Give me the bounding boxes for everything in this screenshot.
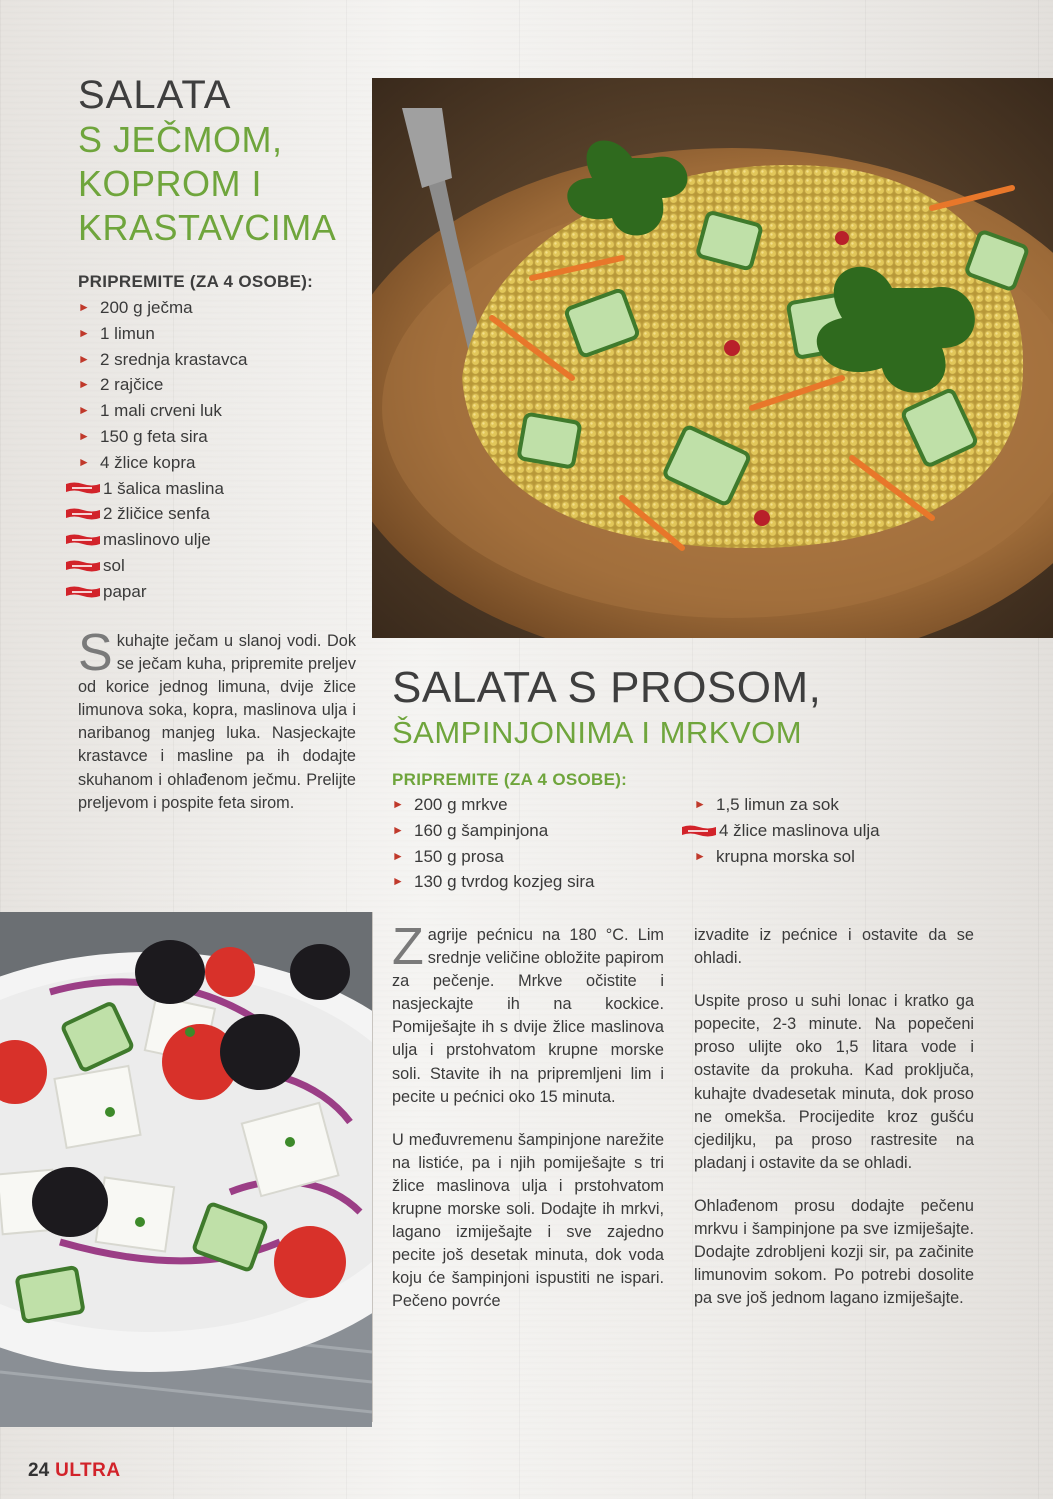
recipe1-title-sub-1: S JEČMOM, [78,119,283,160]
ingredient-text: 4 žlice maslinova ulja [719,820,880,840]
recipe2-ingredient-list-right [694,792,880,869]
ingredient-item [392,792,595,818]
ingredient-text: 1 mali crveni luk [100,401,222,421]
bullet-arrow-icon: ► [78,403,90,418]
ultra-plus-flag-icon [66,585,100,599]
bullet-arrow-icon: ► [392,874,404,889]
ingredient-text: 2 rajčice [100,375,164,395]
ingredient-item [78,553,247,579]
ingredient-text: 150 g prosa [414,846,504,866]
ingredient-item [78,527,247,553]
recipe2-ingredient-list-left [392,792,595,895]
recipe1-ingredient-list [78,295,247,605]
ingredient-text: 1 limun [100,323,155,343]
bullet-arrow-icon: ► [694,797,706,811]
recipe1-title-main: SALATA [78,73,232,117]
ingredient-item [78,579,247,605]
bullet-arrow-icon: ► [78,300,90,314]
ingredient-text: 1 šalica maslina [103,478,224,498]
ingredient-item [694,844,880,870]
recipe1-instructions [78,624,356,815]
ingredient-item [392,818,595,844]
page-footer [28,1460,121,1482]
ingredient-item [78,501,247,527]
ingredient-item [78,295,247,321]
bullet-arrow-icon: ► [78,351,90,366]
ingredient-item [78,424,247,450]
bullet-arrow-icon: ► [392,848,404,863]
bullet-arrow-icon: ► [78,454,90,469]
recipe2-dropcap: Z [392,918,424,976]
ultra-plus-flag-icon [66,559,100,573]
greek-salad-photo [0,912,372,1427]
bullet-arrow-icon: ► [78,428,90,443]
ingredient-item [694,818,880,844]
bullet-arrow-icon: ► [78,377,90,392]
ingredient-text: papar [103,581,147,601]
recipe2-col1-para-1-text: agrije pećnicu na 180 °C. Lim srednje veličine obložite papirom za pečenje. Mrkve očistite i nasjeckajte ih na kockice. Pomiješajte ih s dvije žlice maslinova ulja i prstohvatom krupne morske soli. Stavite ih na pripremljeni lim i pecite u pećnici oko 15 minuta. [392,926,664,1106]
ingredient-text: 2 srednja krastavca [100,349,248,369]
ingredient-text: 2 žličice senfa [103,504,210,524]
bullet-arrow-icon: ► [392,797,404,811]
recipe1-prep-heading: PRIPREMITE (ZA 4 OSOBE): [78,272,314,291]
ingredient-text: 1,5 limun za sok [716,795,839,814]
recipe2-instructions-col2 [694,924,974,1330]
recipe1-title [78,72,378,250]
ultra-plus-flag-icon [66,533,100,547]
recipe1-title-sub-3: KRASTAVCIMA [78,207,337,248]
ingredient-item [78,321,247,347]
ingredient-text: krupna morska sol [716,846,855,866]
recipe2-col1-para-2: U međuvremenu šampinjone narežite na listiće, pa i njih pomiješajte s tri žlice maslinova ulja i prstohvatom krupne morske soli. Dodajte ih mrkvi, lagano izmiješajte i sve zajedno pecite još desetak minuta, dok voda koju će šampinjoni ispustiti ne ispari. Pečeno povrće [392,1130,664,1311]
bullet-arrow-icon: ► [78,325,90,340]
ingredient-text: sol [103,555,125,575]
ultra-plus-flag-icon [66,481,100,495]
ingredient-item [78,372,247,398]
ingredient-text: 130 g tvrdog kozjeg sira [414,872,595,892]
recipe2-col2-para-3: Ohlađenom prosu dodajte pečenu mrkvu i šampinjone pa sve izmiješajte. Dodajte zdrobljeni kozji sir, pa začinite limunovim sokom. Po potrebi dosolite pa sve još jednom lagano izmiješajte. [694,1196,974,1308]
recipe1-body: kuhajte ječam u slanoj vodi. Dok se ječam kuha, pripremite preljev od korice jednog limuna, dvije žlice limunova soka, kopra, maslinova ulja i naribanog manjeg luka. Nasjeckajte krastavce i masline pa ih dodajte skuhanom i ohlađenom ječmu. Prelijte preljevom i pospite feta sirom. [78,632,356,812]
ingredient-text: 4 žlice kopra [100,452,196,472]
ingredient-item [694,792,880,818]
ingredient-text: 160 g šampinjona [414,820,549,840]
ingredient-item [78,476,247,502]
recipe2-title-main: SALATA S PROSOM, [392,663,822,712]
ingredient-item [392,844,595,870]
column-divider [372,912,373,1422]
recipe2-prep-heading: PRIPREMITE (ZA 4 OSOBE): [392,770,628,789]
recipe1-dropcap: S [78,624,113,682]
bullet-arrow-icon: ► [392,822,404,837]
millet-salad-photo [372,78,1053,638]
ingredient-text: 200 g mrkve [414,795,508,814]
ingredient-item [78,450,247,476]
ingredient-text: 150 g feta sira [100,426,208,446]
page-number: 24 [28,1460,50,1481]
recipe2-title-sub: ŠAMPINJONIMA I MRKVOM [392,715,803,750]
recipe2-instructions-col1 [392,918,664,1334]
brand-name: ULTRA [55,1460,121,1481]
recipe1-title-sub-2: KOPROM I [78,163,263,204]
recipe2-title [392,662,1032,752]
recipe2-col2-para-1: izvadite iz pećnice i ostavite da se ohladi. [694,926,974,968]
recipe2-col1-para-1 [392,918,664,1109]
ingredient-text: maslinovo ulje [103,530,211,550]
ingredient-item [78,347,247,373]
ingredient-text: 200 g ječma [100,298,193,317]
ultra-plus-flag-icon [682,824,716,838]
recipe2-col2-para-2: Uspite proso u suhi lonac i kratko ga popecite, 2-3 minute. Na popečeni proso ulijte oko 1,5 litara vode i ostavite da prokuha. Kad proključa, kuhajte dvadesetak minuta, dok proso ne omekša. Procijedite kroz gušću cjediljku, pa proso rastresite na pladanj i ostavite da se ohladi. [694,992,974,1172]
bullet-arrow-icon: ► [694,848,706,863]
ingredient-item [392,869,595,895]
ultra-plus-flag-icon [66,507,100,521]
ingredient-item [78,398,247,424]
